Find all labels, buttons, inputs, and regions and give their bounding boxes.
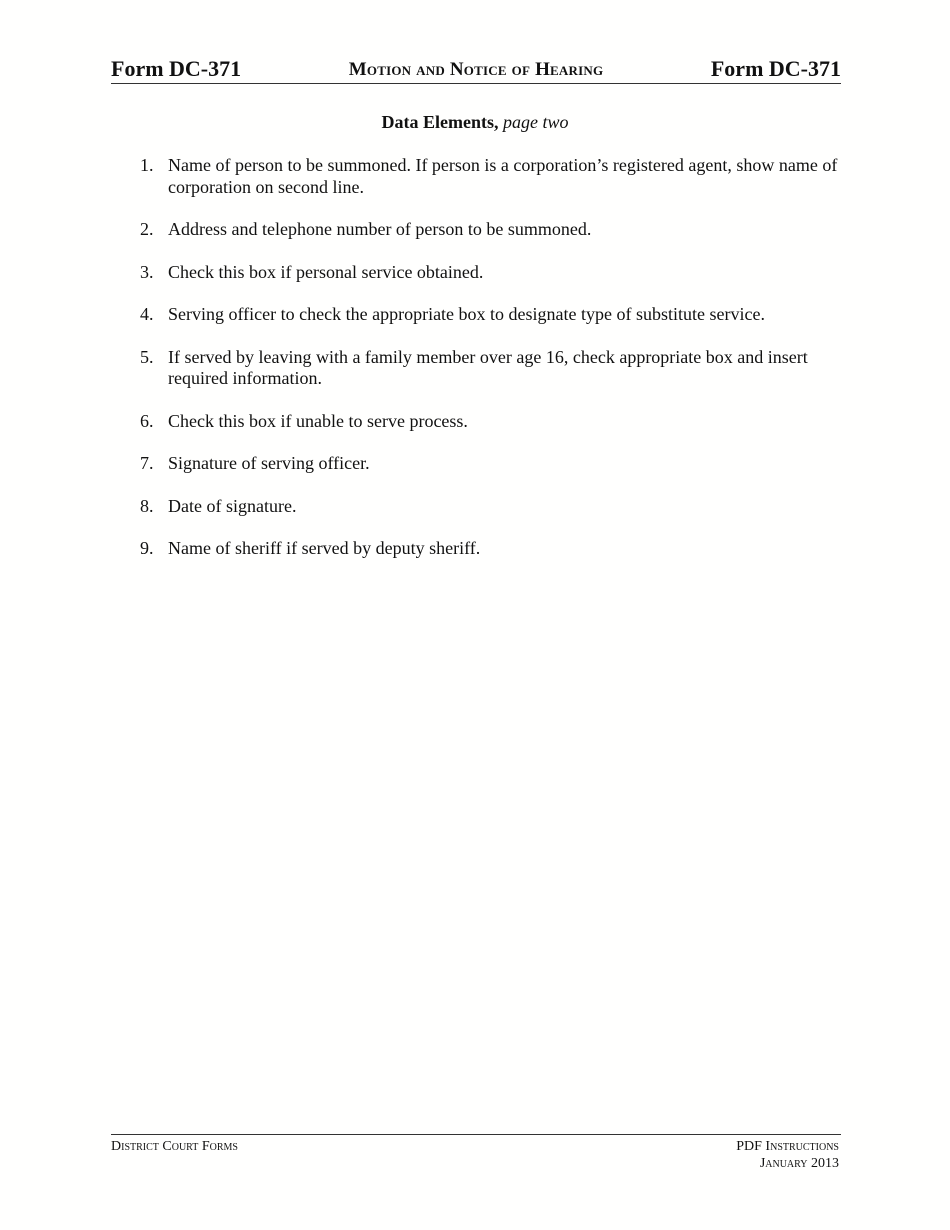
item-number: 5. <box>140 346 154 367</box>
item-number: 2. <box>140 219 154 239</box>
item-number: 6. <box>140 410 154 431</box>
section-heading-bold: Data Elements, <box>381 112 499 132</box>
footer-date: January 2013 <box>759 1156 839 1171</box>
list-item <box>140 262 840 284</box>
item-number: 3. <box>140 261 154 282</box>
item-text: Check this box if unable to serve process. <box>168 410 468 431</box>
item-number: 8. <box>140 495 154 516</box>
list-item <box>140 219 840 241</box>
list-item <box>140 347 840 390</box>
page-header <box>111 56 841 84</box>
item-text: Check this box if personal service obtained. <box>168 261 484 282</box>
list-item <box>140 155 840 198</box>
list-item <box>140 538 840 560</box>
item-text: Serving officer to check the appropriate box to designate type of substitute service. <box>168 304 765 324</box>
form-number-left: Form DC-371 <box>111 56 242 81</box>
item-number: 9. <box>140 538 154 558</box>
list-item <box>140 453 840 475</box>
footer-meta <box>736 1138 839 1172</box>
section-heading-italic: page two <box>502 112 569 132</box>
list-item <box>140 496 840 518</box>
list-item <box>140 411 840 433</box>
item-number: 4. <box>140 304 154 324</box>
section-heading <box>0 111 950 133</box>
item-text: Name of sheriff if served by deputy sheriff. <box>168 538 481 558</box>
form-number-right: Form DC-371 <box>710 56 841 81</box>
item-number: 1. <box>140 155 154 175</box>
footer-source: District Court Forms <box>111 1139 238 1154</box>
footer-doc-type: PDF Instructions <box>736 1139 839 1154</box>
item-text: If served by leaving with a family member over age 16, check appropriate box and insert required information. <box>168 346 808 388</box>
data-elements-list <box>140 155 840 581</box>
item-text: Address and telephone number of person to be summoned. <box>168 219 592 239</box>
list-item <box>140 304 840 326</box>
item-number: 7. <box>140 453 154 473</box>
item-text: Name of person to be summoned. If person is a corporation’s registered agent, show name of corporation on second line. <box>168 155 838 197</box>
item-text: Signature of serving officer. <box>168 453 370 473</box>
page-title: Motion and Notice of Hearing <box>348 59 604 80</box>
page-footer <box>111 1134 841 1171</box>
item-text: Date of signature. <box>168 495 297 516</box>
